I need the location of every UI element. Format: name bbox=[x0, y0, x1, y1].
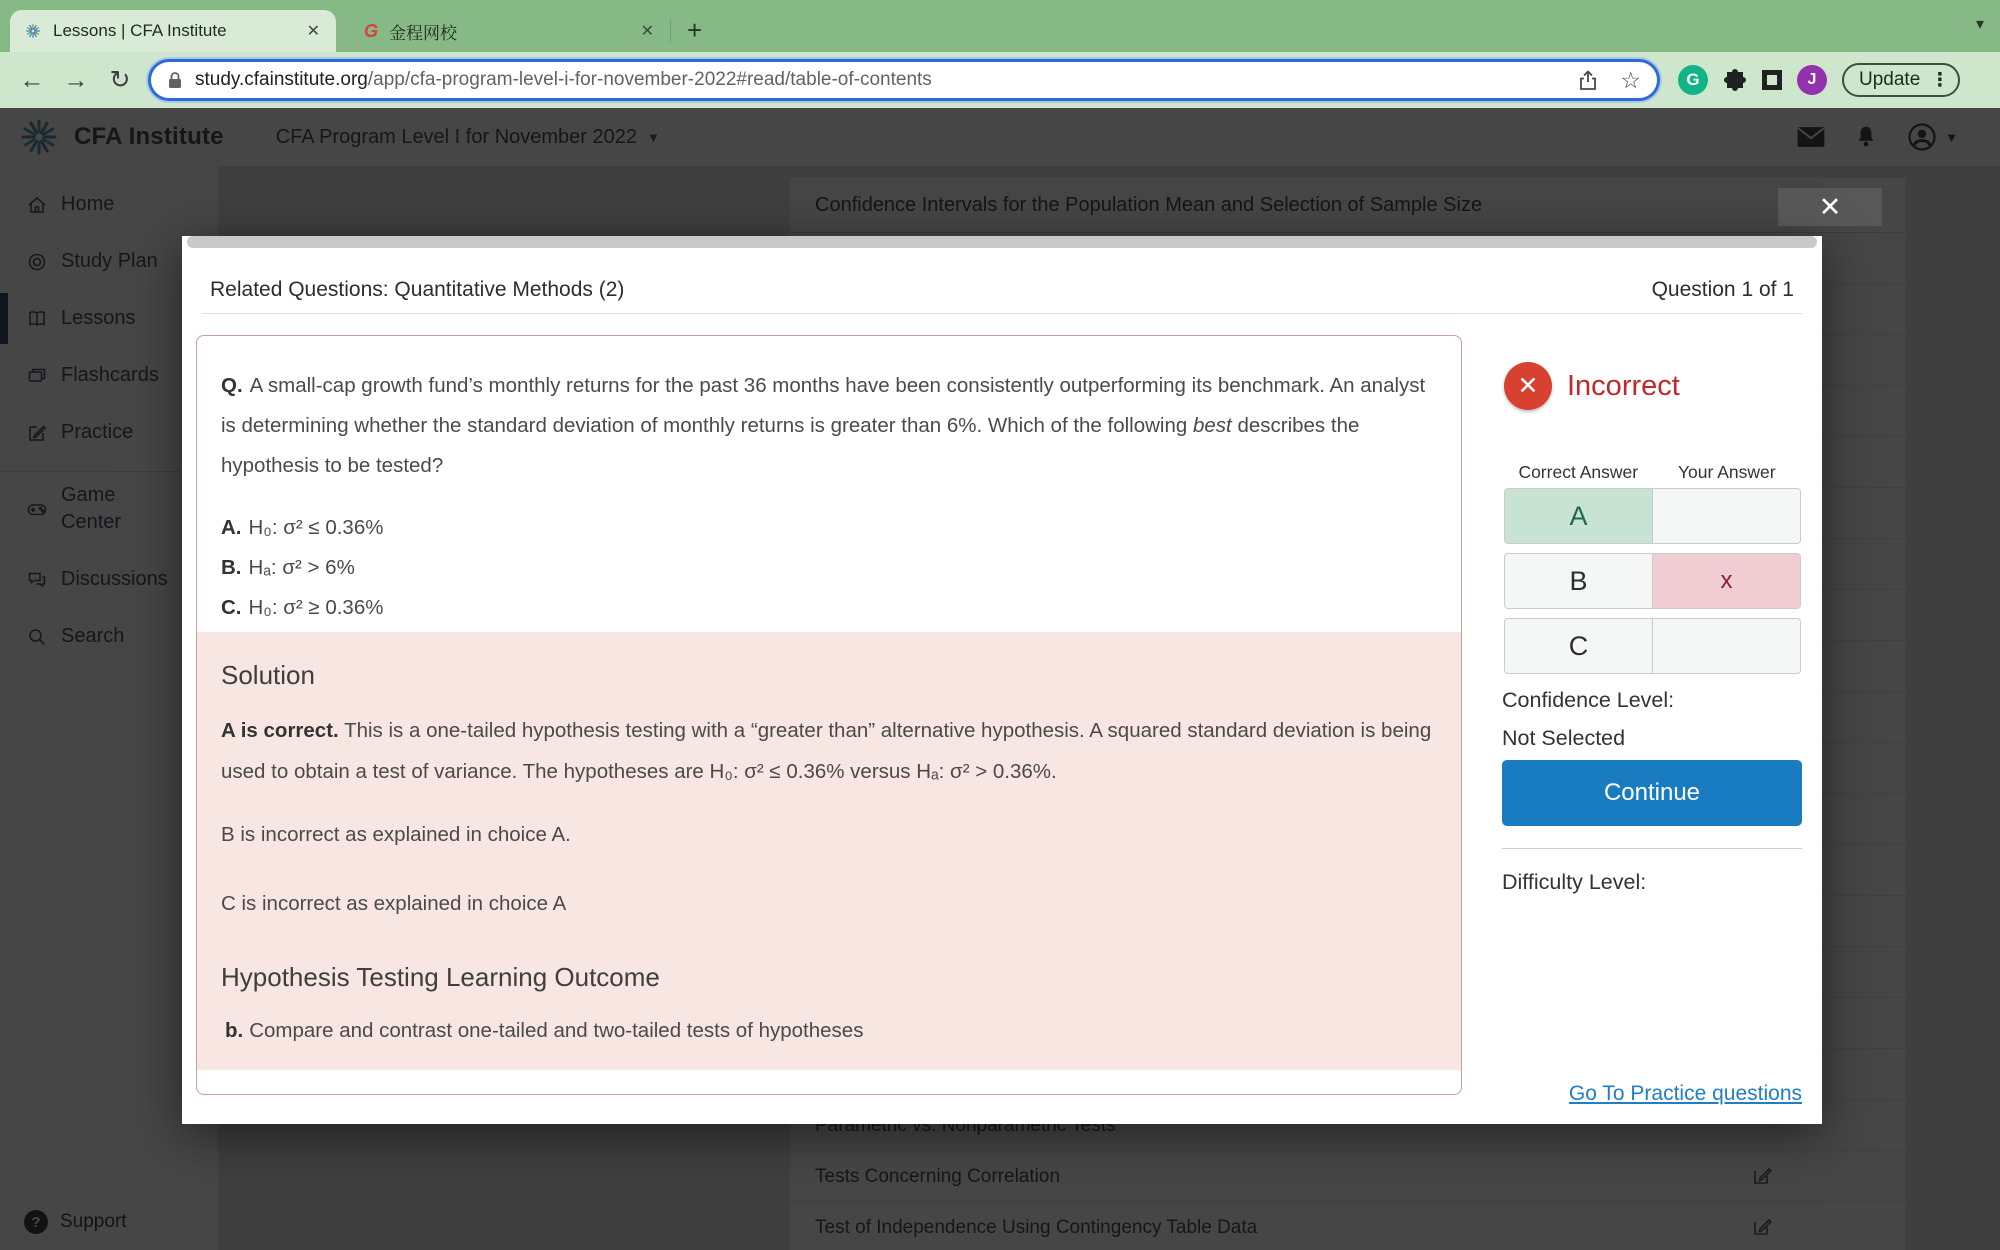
answer-row-b bbox=[1504, 553, 1801, 609]
jincheng-favicon-icon: G bbox=[364, 20, 379, 41]
answer-row-a bbox=[1504, 488, 1801, 544]
related-questions-modal bbox=[182, 236, 1822, 1124]
tab-jincheng[interactable] bbox=[350, 10, 670, 52]
correct-answer-col-label: Correct Answer bbox=[1518, 462, 1639, 482]
bookmark-star-icon[interactable]: ☆ bbox=[1620, 66, 1641, 93]
tab-close-icon[interactable]: ✕ bbox=[640, 23, 654, 40]
result-label: Incorrect bbox=[1567, 369, 1680, 402]
browser-menu-icon[interactable]: ⋮ bbox=[1930, 69, 1950, 91]
option-formula: H₀: σ² ≤ 0.36% bbox=[248, 516, 384, 539]
tab-search-caret-icon[interactable]: ▾ bbox=[1975, 16, 1984, 33]
option-c bbox=[221, 588, 1437, 628]
modal-title: Related Questions: Quantitative Methods (2) bbox=[210, 278, 625, 301]
tab-separator bbox=[670, 19, 671, 43]
correct-answer-cell: A bbox=[1505, 489, 1652, 543]
answer-letter-cell: C bbox=[1568, 630, 1589, 661]
cfa-favicon-icon bbox=[24, 22, 42, 40]
option-list bbox=[197, 486, 1461, 628]
extension-area bbox=[1678, 63, 1960, 97]
question-body: A small-cap growth fund’s monthly returns for the past 36 months have been consistently outperforming its benchmark. An analyst is determining whether the standard deviation of monthly returns is greater than 6%. Which of the following bbox=[221, 374, 1426, 437]
option-b bbox=[221, 548, 1437, 588]
solution-heading: Solution bbox=[221, 660, 315, 690]
option-label: A. bbox=[221, 516, 242, 539]
reload-button[interactable]: ↻ bbox=[109, 66, 131, 94]
chrome-update-button[interactable] bbox=[1842, 63, 1960, 97]
new-tab-button[interactable]: + bbox=[687, 15, 703, 45]
option-formula: H₀: σ² ≥ 0.36% bbox=[248, 596, 384, 619]
solution-text: This is a one-tailed hypothesis testing with a “greater than” alternative hypothesis. A squared standard deviation is being used to obtain a test of variance. The hypotheses are H₀: σ² ≤ 0.36% versus Hₐ: σ² > 0.36%. bbox=[221, 719, 1432, 783]
option-label: B. bbox=[221, 556, 242, 579]
back-button[interactable]: ← bbox=[19, 65, 45, 94]
extension-square-icon[interactable] bbox=[1762, 70, 1782, 90]
browser-tab-strip bbox=[0, 0, 2000, 52]
learning-outcome-text bbox=[221, 1019, 1433, 1043]
result-status bbox=[1504, 362, 1680, 410]
tab-cfa-lessons[interactable] bbox=[10, 10, 336, 52]
your-answer-cell bbox=[1652, 489, 1800, 543]
right-panel-divider bbox=[1502, 848, 1802, 849]
lock-icon bbox=[167, 71, 183, 89]
update-label: Update bbox=[1859, 69, 1921, 90]
profile-avatar[interactable]: J bbox=[1797, 65, 1827, 95]
confidence-level-label: Confidence Level: bbox=[1502, 688, 1675, 712]
solution-panel bbox=[197, 632, 1461, 1070]
answer-table bbox=[1504, 488, 1801, 683]
confidence-level-value: Not Selected bbox=[1502, 726, 1626, 750]
x-glyph: ✕ bbox=[1517, 372, 1539, 400]
question-label: Q. bbox=[221, 374, 243, 397]
address-bar[interactable] bbox=[148, 59, 1660, 101]
question-counter: Question 1 of 1 bbox=[1651, 278, 1794, 301]
url-path: /app/cfa-program-level-i-for-november-2022#read/table-of-contents bbox=[367, 69, 932, 90]
tab-close-icon[interactable]: ✕ bbox=[306, 23, 320, 40]
answer-row-c bbox=[1504, 618, 1801, 674]
outcome-body: Compare and contrast one-tailed and two-tailed tests of hypotheses bbox=[249, 1019, 864, 1042]
your-answer-cell: x bbox=[1652, 554, 1800, 608]
url-domain: study.cfainstitute.org bbox=[195, 69, 368, 90]
continue-button[interactable]: Continue bbox=[1502, 760, 1802, 826]
go-to-practice-link[interactable]: Go To Practice questions bbox=[1568, 1082, 1802, 1105]
difficulty-level-label: Difficulty Level: bbox=[1502, 870, 1647, 894]
extensions-puzzle-icon[interactable] bbox=[1723, 68, 1747, 92]
answer-table-header bbox=[1504, 462, 1801, 483]
learning-outcome-heading: Hypothesis Testing Learning Outcome bbox=[221, 962, 660, 992]
question-emphasis: best bbox=[1193, 414, 1232, 437]
answer-letter-cell: B bbox=[1569, 565, 1588, 596]
option-label: C. bbox=[221, 596, 242, 619]
forward-button[interactable]: → bbox=[63, 65, 89, 94]
tab-title: 金程网校 bbox=[389, 23, 458, 43]
solution-lead: A is correct. bbox=[221, 719, 339, 742]
tab-title: Lessons | CFA Institute bbox=[53, 21, 227, 40]
solution-paragraph-c: C is incorrect as explained in choice A bbox=[221, 892, 567, 915]
url-text bbox=[195, 69, 1578, 91]
question-box bbox=[196, 335, 1462, 1095]
question-text bbox=[197, 336, 1461, 486]
browser-toolbar bbox=[0, 52, 2000, 108]
option-formula: Hₐ: σ² > 6% bbox=[248, 556, 355, 579]
solution-paragraph-b: B is incorrect as explained in choice A. bbox=[221, 823, 571, 846]
share-icon[interactable] bbox=[1578, 69, 1598, 91]
solution-paragraph-a bbox=[221, 710, 1433, 792]
modal-header bbox=[202, 248, 1802, 314]
modal-scrollbar[interactable] bbox=[187, 236, 1817, 248]
option-a bbox=[221, 508, 1437, 548]
grammarly-icon[interactable]: G bbox=[1678, 65, 1708, 95]
outcome-label: b. bbox=[225, 1019, 244, 1042]
modal-close-button[interactable] bbox=[1778, 188, 1882, 226]
incorrect-x-icon bbox=[1504, 362, 1552, 410]
close-icon: ✕ bbox=[1818, 191, 1842, 222]
your-answer-col-label: Your Answer bbox=[1677, 462, 1776, 482]
question-body-end: describes the hypothesis to be tested? bbox=[221, 414, 1360, 477]
your-answer-cell bbox=[1652, 619, 1800, 673]
